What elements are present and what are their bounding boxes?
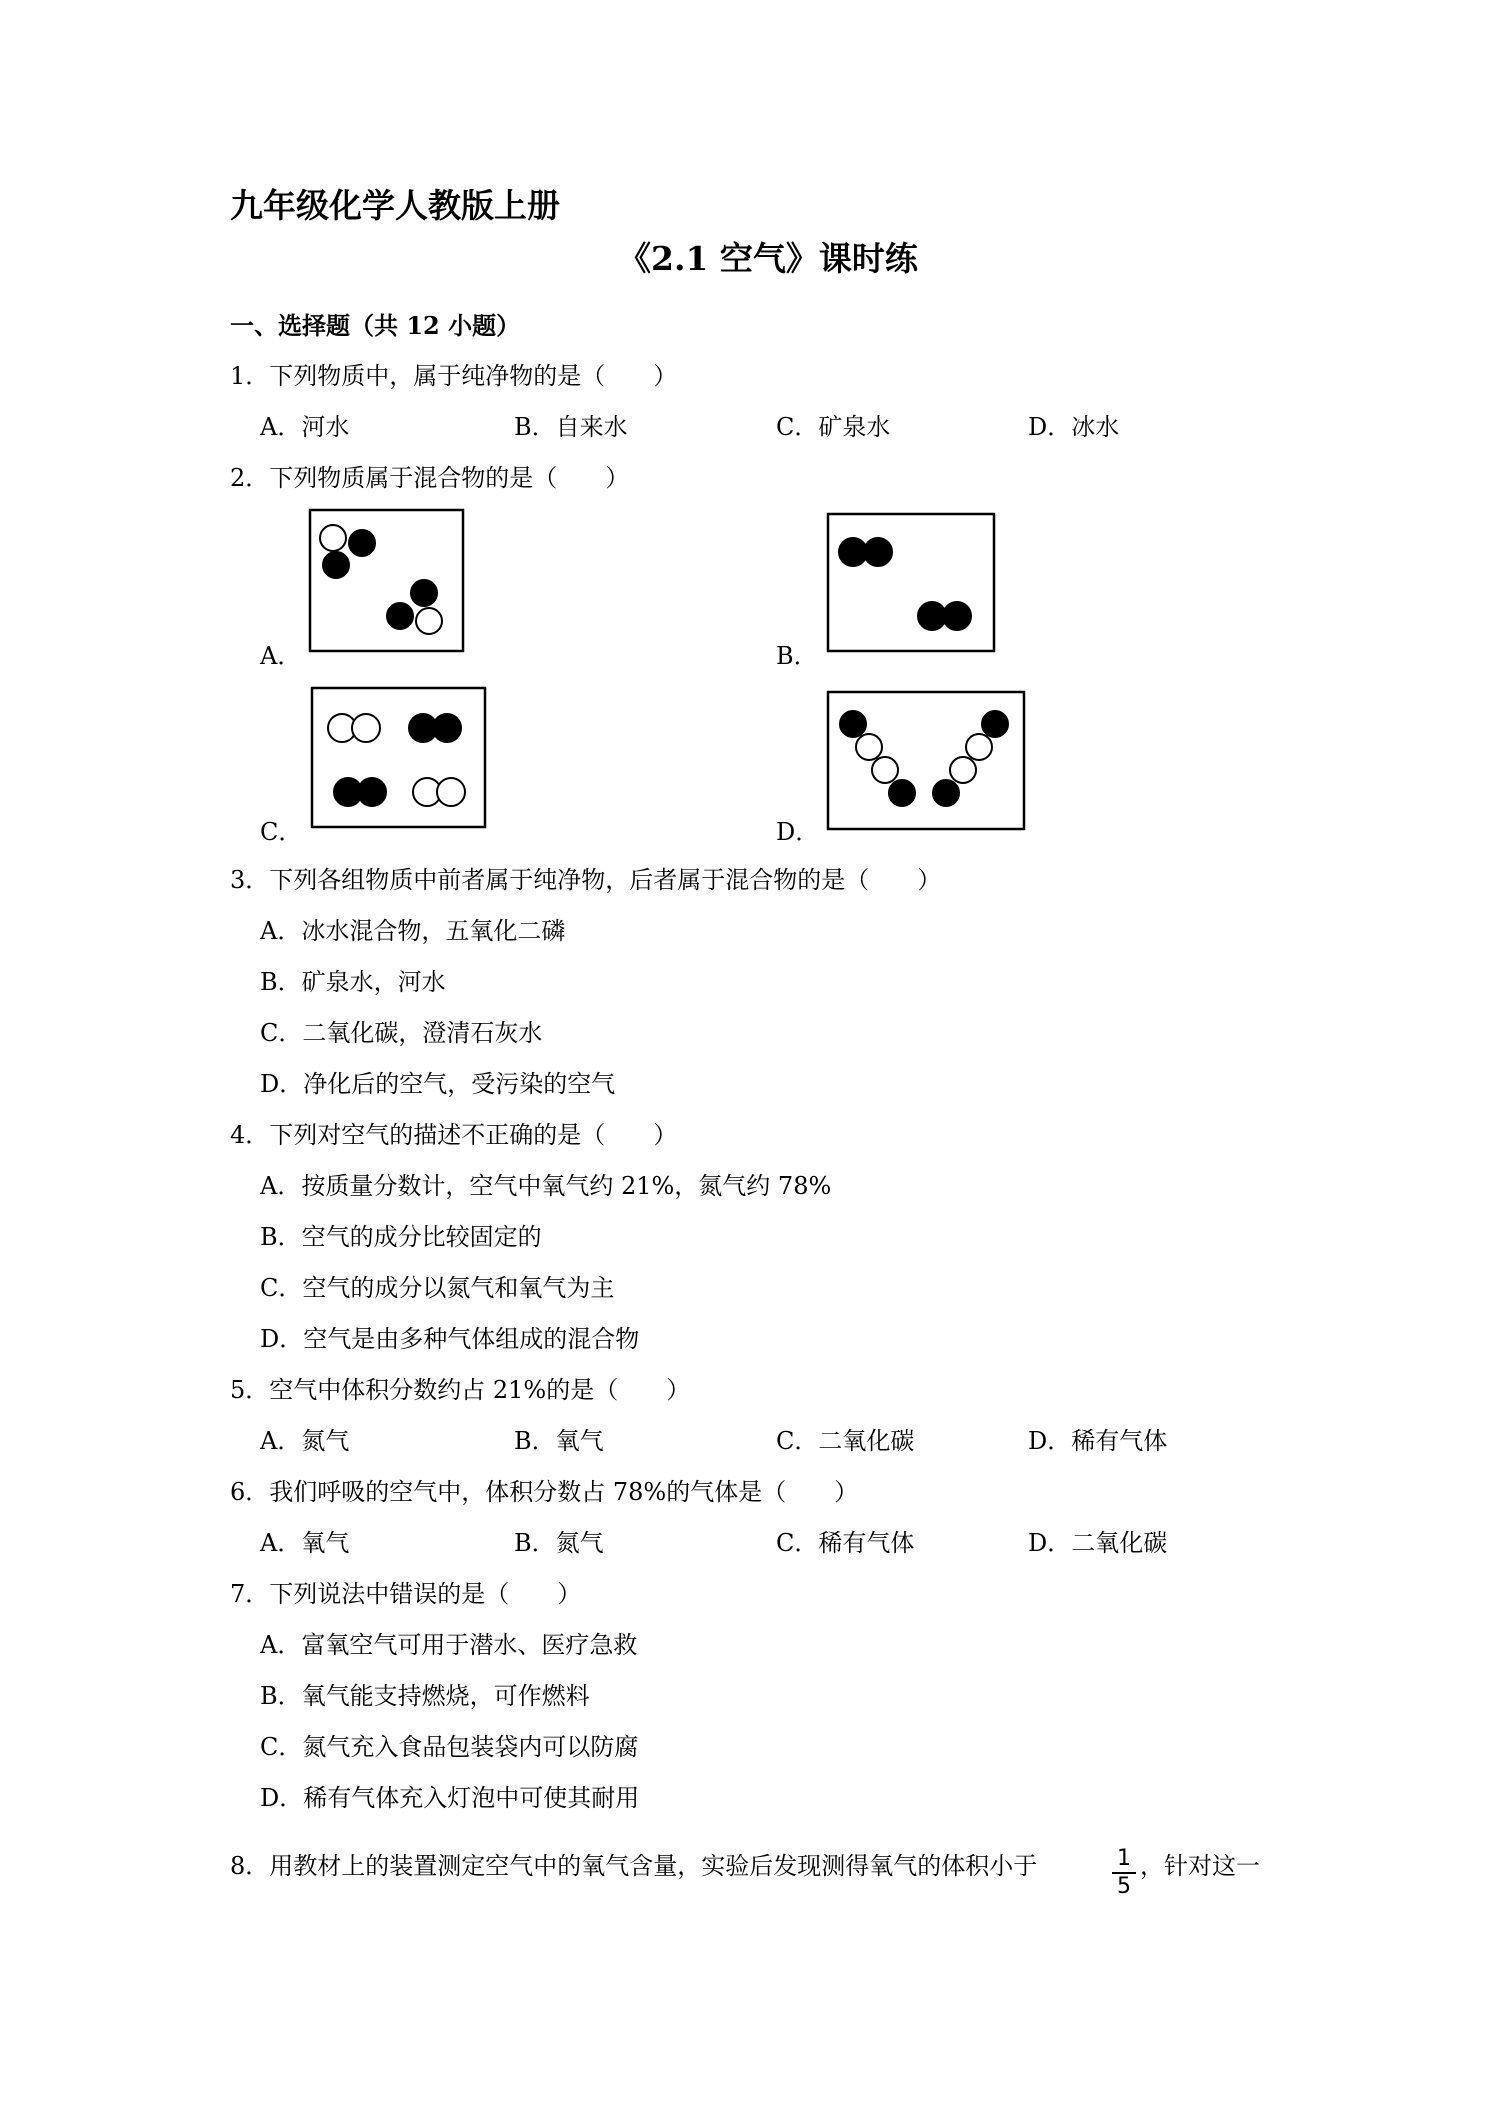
question-7-option-d: D．稀有气体充入灯泡中可使其耐用 [260,1784,640,1812]
question-4-option-c: C．空气的成分以氮气和氧气为主 [260,1274,615,1302]
doc-title-line1: 九年级化学人教版上册 [230,186,560,225]
question-1-option-b: B．自来水 [514,413,628,441]
question-3-option-d: D．净化后的空气，受污染的空气 [260,1070,616,1098]
question-5-option-b: B．氧气 [514,1427,604,1455]
question-7-option-c: C．氮气充入食品包装袋内可以防腐 [260,1733,639,1761]
question-4-stem: 4．下列对空气的描述不正确的是（ ） [230,1121,678,1149]
question-6-option-d: D．二氧化碳 [1028,1529,1168,1557]
question-7-option-a: A．富氧空气可用于潜水、医疗急救 [260,1631,638,1659]
question-5-option-a: A．氮气 [260,1427,350,1455]
question-1-option-c: C．矿泉水 [776,413,891,441]
question-3-stem: 3．下列各组物质中前者属于纯净物，后者属于混合物的是（ ） [230,866,942,894]
question-7-stem: 7．下列说法中错误的是（ ） [230,1580,582,1608]
molecule-diagram-c [310,686,488,830]
question-4-option-b: B．空气的成分比较固定的 [260,1223,542,1251]
question-6-option-c: C．稀有气体 [776,1529,915,1557]
question-6-stem: 6．我们呼吸的空气中，体积分数占 78%的气体是（ ） [230,1478,859,1506]
question-4-option-a: A．按质量分数计，空气中氧气约 21%，氮气约 78% [260,1172,832,1200]
question-2-option-b: B． [776,642,818,670]
question-4-option-d: D．空气是由多种气体组成的混合物 [260,1325,640,1353]
question-5-option-d: D．稀有气体 [1028,1427,1168,1455]
question-1-option-a: A．河水 [260,413,350,441]
question-2-option-c: C． [260,818,303,846]
question-3-option-a: A．冰水混合物，五氧化二磷 [260,917,566,945]
question-5-option-c: C．二氧化碳 [776,1427,915,1455]
fraction-one-fifth [1112,1847,1136,1899]
question-3-option-c: C．二氧化碳，澄清石灰水 [260,1019,543,1047]
molecule-diagram-a [308,508,466,654]
question-8-stem-end: ，针对这一 [1140,1852,1260,1880]
question-1-stem: 1．下列物质中，属于纯净物的是（ ） [230,362,678,390]
question-7-option-b: B．氧气能支持燃烧，可作燃料 [260,1682,590,1710]
doc-title-line2: 《2.1 空气》课时练 [618,239,918,278]
question-6-option-a: A．氧气 [260,1529,350,1557]
question-2-stem: 2．下列物质属于混合物的是（ ） [230,464,630,492]
question-2-option-d: D． [776,818,820,846]
section-heading: 一、选择题（共 12 小题） [230,311,521,340]
question-2-option-a: A． [260,642,302,670]
question-3-option-b: B．矿泉水，河水 [260,968,446,996]
fraction-numerator: 1 [1117,1846,1131,1871]
fraction-denominator: 5 [1117,1874,1131,1899]
question-8-stem-start: 8．用教材上的装置测定空气中的氧气含量，实验后发现测得氧气的体积小于 [230,1852,1038,1880]
molecule-diagram-b [826,512,996,654]
question-6-option-b: B．氮气 [514,1529,604,1557]
question-5-stem: 5．空气中体积分数约占 21%的是（ ） [230,1376,691,1404]
molecule-diagram-d [826,690,1026,832]
question-1-option-d: D．冰水 [1028,413,1120,441]
